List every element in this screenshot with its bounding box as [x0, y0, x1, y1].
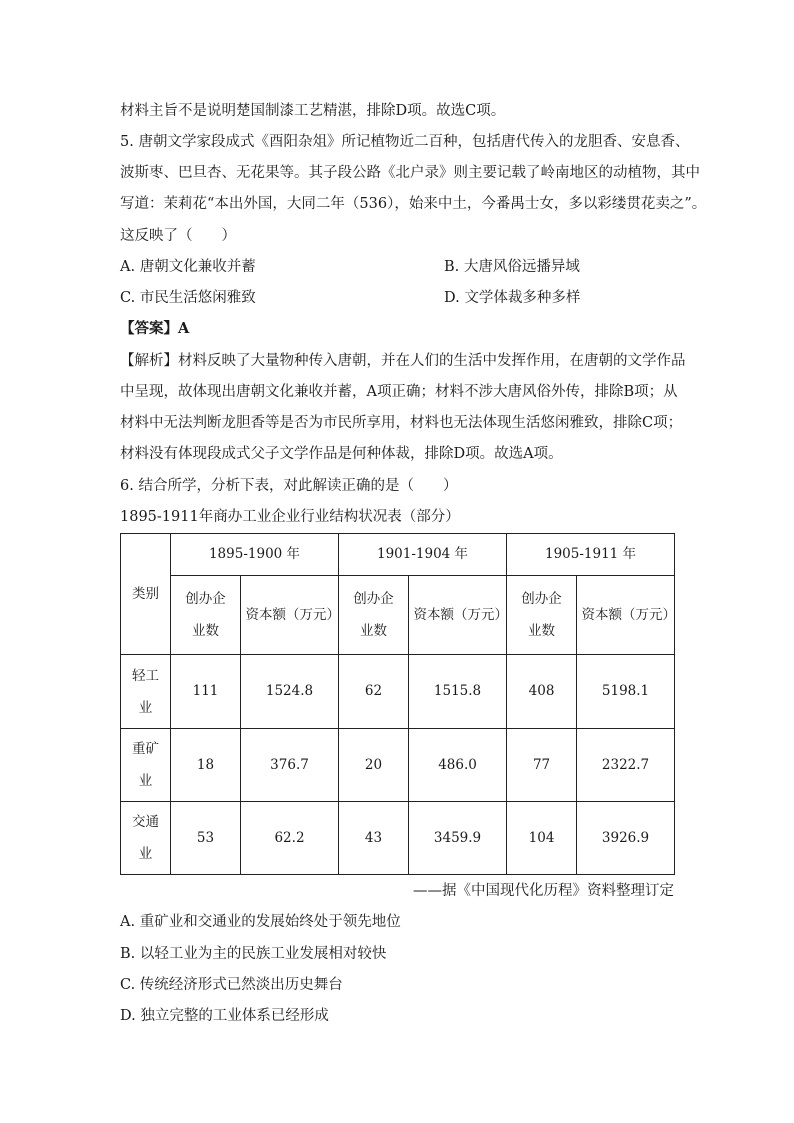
q6-option-c: C. 传统经济形式已然淡出历史舞台 [120, 977, 343, 993]
table-cell: 3459.9 [409, 802, 507, 875]
q5-answer: 【答案】A [120, 320, 190, 337]
table-cell: 408 [507, 655, 577, 729]
table-cell: 5198.1 [577, 655, 675, 729]
row-label: 轻工业 [121, 655, 171, 729]
table-row [121, 729, 675, 802]
subheader-capital: 资本额（万元） [577, 576, 675, 655]
subheader-capital: 资本额（万元） [409, 576, 507, 655]
table-source-note: ——据《中国现代化历程》资料整理订定 [413, 883, 674, 899]
table-cell: 104 [507, 802, 577, 875]
period-header: 1901-1904 年 [339, 534, 507, 576]
table-cell: 62.2 [241, 802, 339, 875]
subheader-enterprise-count: 创办企业数 [507, 576, 577, 655]
question-5-line-1: 5. 唐朝文学家段成式《酉阳杂俎》所记植物近二百种，包括唐代传入的龙胆香、安息香、 [120, 134, 690, 150]
q5-option-a: A. 唐朝文化兼收并蓄 [120, 259, 256, 275]
table-subheader-row [121, 576, 675, 655]
table-cell: 3926.9 [577, 802, 675, 875]
category-header: 类别 [121, 534, 171, 655]
row-label: 重矿业 [121, 729, 171, 802]
q5-explanation-line-2: 中呈现，故体现出唐朝文化兼收并蓄，A项正确；材料不涉大唐风俗外传，排除B项；从 [120, 384, 678, 400]
table-cell: 111 [171, 655, 241, 729]
subheader-capital: 资本额（万元） [241, 576, 339, 655]
table-cell: 376.7 [241, 729, 339, 802]
table-cell: 53 [171, 802, 241, 875]
row-label: 交通业 [121, 802, 171, 875]
subheader-enterprise-count: 创办企业数 [171, 576, 241, 655]
table-cell: 20 [339, 729, 409, 802]
table-row [121, 802, 675, 875]
question-5-line-3: 写道：茉莉花“本出外国，大同二年（536），始来中土，今番禺士女，多以彩缕贯花卖之”。 [120, 196, 707, 212]
table-header-row [121, 534, 675, 576]
question-6-stem: 6. 结合所学，分析下表，对此解读正确的是（ ） [120, 478, 458, 494]
table-row [121, 655, 675, 729]
table-cell: 43 [339, 802, 409, 875]
q5-option-c: C. 市民生活悠闲雅致 [120, 290, 256, 306]
table-cell: 1515.8 [409, 655, 507, 729]
table-cell: 486.0 [409, 729, 507, 802]
table-title: 1895-1911年商办工业企业行业结构状况表（部分） [120, 509, 460, 525]
q5-option-b: B. 大唐风俗远播异域 [444, 259, 580, 275]
industry-structure-table [120, 533, 675, 875]
table-cell: 62 [339, 655, 409, 729]
table-cell: 2322.7 [577, 729, 675, 802]
table-cell: 1524.8 [241, 655, 339, 729]
q6-option-d: D. 独立完整的工业体系已经形成 [120, 1008, 329, 1024]
q5-explanation-line-1: 【解析】材料反映了大量物种传入唐朝，并在人们的生活中发挥作用，在唐朝的文学作品 [120, 353, 686, 369]
question-5-line-4: 这反映了（ ） [120, 228, 236, 244]
period-header: 1895-1900 年 [171, 534, 339, 576]
q6-option-b: B. 以轻工业为主的民族工业发展相对较快 [120, 946, 387, 962]
period-header: 1905-1911 年 [507, 534, 675, 576]
question-5-line-2: 波斯枣、巴旦杏、无花果等。其子段公路《北户录》则主要记载了岭南地区的动植物，其中 [120, 165, 700, 181]
previous-explanation-end: 材料主旨不是说明楚国制漆工艺精湛，排除D项。故选C项。 [120, 103, 506, 119]
q6-option-a: A. 重矿业和交通业的发展始终处于领先地位 [120, 914, 401, 930]
subheader-enterprise-count: 创办企业数 [339, 576, 409, 655]
q5-explanation-line-3: 材料中无法判断龙胆香等是否为市民所享用，材料也无法体现生活悠闲雅致，排除C项； [120, 415, 683, 431]
q5-explanation-line-4: 材料没有体现段成式父子文学作品是何种体裁，排除D项。故选A项。 [120, 446, 563, 462]
table-cell: 77 [507, 729, 577, 802]
q5-option-d: D. 文学体裁多种多样 [444, 290, 581, 306]
table-cell: 18 [171, 729, 241, 802]
